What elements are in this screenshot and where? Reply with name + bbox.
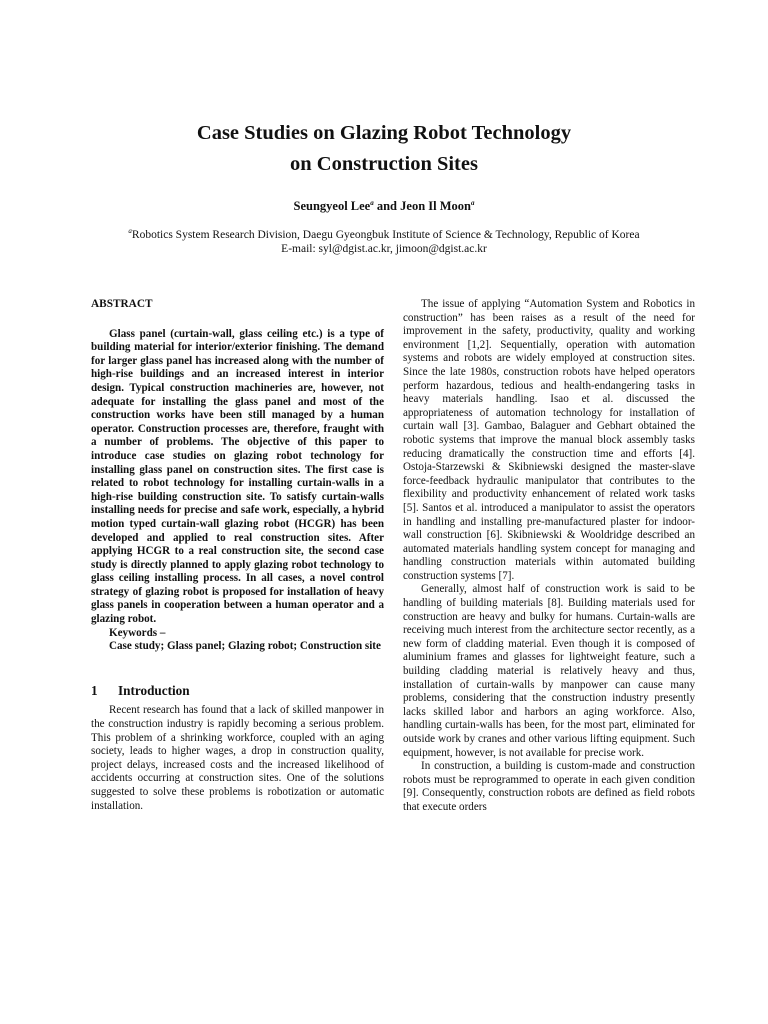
author-list (0, 199, 768, 214)
author-name: Jeon Il Moon (400, 199, 471, 213)
affiliation-mark: a (128, 227, 132, 236)
affiliation (0, 228, 768, 256)
body-paragraph: Generally, almost half of construction work is said to be handling of building materials [8]. Building materials used for construction are heavy and bulky for humans. Curtain-walls are receiving much interest from the architecture sector recently, as a new form of cladding material. Even though it is composed of aluminium frames and glasses for lightweight feature, such a building cladding material is relatively heavy and thus, installation of curtain-walls by manpower can cause many problems, considering that the construction industry presently lacks skilled labor and harbors an aging workforce. Also, handling curtain-walls has been, for the most part, eliminated for outside work by cranes and other various lifting equipment. Such equipment, however, is not available for precise work. (403, 583, 695, 759)
section-title: Introduction (118, 682, 190, 698)
body-paragraph: Recent research has found that a lack of skilled manpower in the construction industry is rapidly becoming a serious problem. This problem of a shrinking workforce, coupled with an aging society, leads to higher wages, a drop in construction quality, project delays, increased costs and the increased likelihood of accidents occurring at construction sites. One of the solutions suggested to solve these problems is robotization or automatic installation. (91, 704, 384, 812)
body-paragraph: The issue of applying “Automation System and Robotics in construction” has been raises as a result of the need for improvement in the safety, productivity, quality and working environment [1,2]. Sequentially, operation with automation systems and robots are widely employed at construction sites. Since the late 1980s, construction robots have helped operators perform hazardous, tedious and health-endangering tasks in heavy materials handling. Isao et al. discussed the appropriateness of automation technology for installation of curtain wall [3]. Gambao, Balaguer and Gebhart obtained the robotic systems that improve the manual block assembly tasks reducing dramatically the construction time and efforts [4]. Ostoja-Starzewski & Skibniewski designed the master-slave force-feedback hydraulic manipulator that contributes to the flexibility and productivity enhancement of related work tasks [5]. Santos et al. introduced a manipulator to assist the operators in handling and installing pre-manufactured plaster for indoor-wall construction [6]. Skibniewski & Wooldridge described an automated materials handling system concept for managing and handling construction materials within automated building construction systems [7]. (403, 298, 695, 582)
right-column (403, 298, 695, 815)
title-line-2: on Construction Sites (290, 153, 478, 175)
abstract-heading: ABSTRACT (91, 298, 153, 310)
section-heading (91, 684, 384, 698)
body-paragraph: In construction, a building is custom-made and construction robots must be reprogrammed to operate in each given condition [9]. Consequently, construction robots are defined as field robots that execute orders (403, 760, 695, 813)
title-line-1: Case Studies on Glazing Robot Technology (196, 122, 572, 144)
left-column (91, 298, 384, 813)
paper-title (0, 118, 768, 180)
abstract-body (91, 328, 384, 627)
author-affiliation-mark: a (470, 198, 475, 207)
author-affiliation-mark: a (370, 198, 374, 207)
author-connector: and (373, 199, 401, 213)
affiliation-email: E-mail: syl@dgist.ac.kr, jimoon@dgist.ac.kr (281, 243, 487, 255)
affiliation-institution: Robotics System Research Division, Daegu Gyeongbuk Institute of Science & Technology, Republic of Korea (131, 229, 640, 241)
keywords-heading: Keywords – (109, 626, 166, 639)
keywords-text: Case study; Glass panel; Glazing robot; Construction site (109, 640, 381, 653)
author-name: Seungyeol Lee (293, 199, 371, 213)
section-number: 1 (91, 682, 98, 698)
abstract-text: Glass panel (curtain-wall, glass ceiling etc.) is a type of building material for interior/exterior finishing. The demand for larger glass panel has increased along with the number of high-rise buildings and an increased interest in interior design. Typical construction machineries are, however, not adequate for installing the glass panel and most of the construction works have been still managed by a human operator. Construction processes are, therefore, fraught with a number of problems. The objective of this paper to introduce case studies on glazing robot technology for installing glass panel on construction sites. The first case is related to robot technology for installing curtain-walls in a high-rise building construction site. To satisfy curtain-walls installing needs for precise and safe work, especially, a hybrid motion typed curtain-wall glazing robot (HCGR) has been developed and applied to real construction sites. After applying HCGR to a real construction site, the second case study is directly planned to apply glazing robot technology to glass ceiling installing process. In all cases, a novel control strategy of glazing robot is proposed for installation of heavy glass panels in cooperation between a human operator and a glazing robot. (91, 327, 384, 626)
